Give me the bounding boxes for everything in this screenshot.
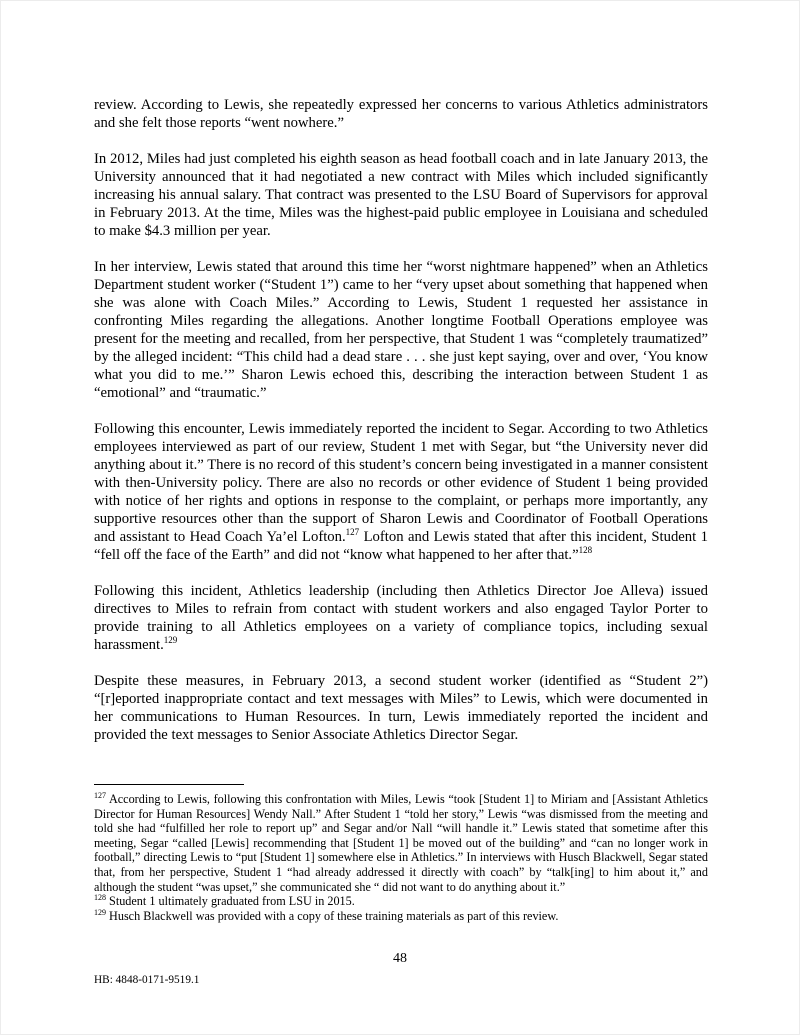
paragraph-3-text: In her interview, Lewis stated that around this time her “worst nightmare happened” when an Athletics Department student worker (“Student 1”) came to her “very upset about something that happened when she was alone with Coach Miles.” According to Lewis, Student 1 requested her assistance in confronting Miles regarding the allegations. Another longtime Football Operations employee was present for the meeting and recalled, from her perspective, that Student 1 was “completely traumatized” by the alleged incident: “This child had a dead stare . . . she just kept saying, over and over, ‘You know what you did to me.’” Sharon Lewis echoed this, describing the interaction between Student 1 as “emotional” and “traumatic.” xyxy=(94,259,708,401)
paragraph-2-text: In 2012, Miles had just completed his eighth season as head football coach and in late January 2013, the University announced that it had negotiated a new contract with Miles which included significantly increasing his annual salary. That contract was presented to the LSU Board of Supervisors for approval in February 2013. At the time, Miles was the highest-paid public employee in Louisiana and scheduled to make $4.3 million per year. xyxy=(94,151,708,239)
footnote-section xyxy=(94,784,708,923)
footnote-128-number: 128 xyxy=(94,893,106,903)
paragraph-2 xyxy=(94,150,708,240)
page-number: 48 xyxy=(393,951,407,966)
footnote-127-number: 127 xyxy=(94,790,106,800)
footnote-129-number: 129 xyxy=(94,907,106,917)
footnote-127-text: According to Lewis, following this confrontation with Miles, Lewis “took [Student 1] to Miriam and [Assistant Athletics Director for Human Resources] Wendy Nall.” After Student 1 “told her story,” Lewis “was dismissed from the meeting and told she had “fulfilled her role to report up” and Segar and/or Nall “will handle it.” Lewis stated that sometime after this meeting, Segar “called [Lewis] recommending that [Student 1] be moved out of the building” and “can no longer work in football,” directing Lewis to “put [Student 1] somewhere else in Athletics.” In interviews with Husch Blackwell, Segar stated that, from her perspective, Student 1 “had already addressed it directly with coach” by “talk[ing] to him about it,” and although the student “was upset,” she communicated she “ did not want to do anything about it.” xyxy=(94,792,708,894)
footnote-129-text: Husch Blackwell was provided with a copy of these training materials as part of this review. xyxy=(109,908,559,923)
paragraph-6 xyxy=(94,672,708,744)
paragraph-4 xyxy=(94,420,708,564)
footnote-ref-128: 128 xyxy=(578,545,593,556)
paragraph-4-text: Following this encounter, Lewis immediately reported the incident to Segar. According to two Athletics employees interviewed as part of our review, Student 1 met with Segar, but “the University never did anything about it.” There is no record of this student’s concern being investigated in a manner consistent with then-University policy. There are also no records or other evidence of Student 1 being provided with notice of her rights and options in response to the complaint, or perhaps more importantly, any supportive resources other than the support of Sharon Lewis and Coordinator of Football Operations and assistant to Head Coach Ya’el Lofton. xyxy=(94,421,708,545)
footnote-129 xyxy=(94,909,708,924)
body-text xyxy=(94,96,708,762)
paragraph-1 xyxy=(94,96,708,132)
footnote-separator xyxy=(94,784,244,785)
footnote-ref-127: 127 xyxy=(345,527,360,538)
paragraph-5 xyxy=(94,582,708,654)
footnote-127 xyxy=(94,792,708,894)
document-id: HB: 4848-0171-9519.1 xyxy=(94,974,200,986)
paragraph-6-text: Despite these measures, in February 2013, a second student worker (identified as “Student 2”) “[r]eported inappropriate contact and text messages with Miles” to Lewis, which were documented in her communications to Human Resources. In turn, Lewis immediately reported the incident and provided the text messages to Senior Associate Athletics Director Segar. xyxy=(94,673,708,743)
paragraph-4-text-continued: Lofton and Lewis stated that after this incident, Student 1 “fell off the face of the Earth” and did not “know what happened to her after that.” xyxy=(94,529,708,563)
footnote-128 xyxy=(94,894,708,909)
paragraph-1-text: review. According to Lewis, she repeatedly expressed her concerns to various Athletics administrators and she felt those reports “went nowhere.” xyxy=(94,97,708,131)
footnote-ref-129: 129 xyxy=(163,635,178,646)
paragraph-3 xyxy=(94,258,708,402)
footnote-128-text: Student 1 ultimately graduated from LSU in 2015. xyxy=(109,894,355,909)
paragraph-5-text: Following this incident, Athletics leadership (including then Athletics Director Joe Alleva) issued directives to Miles to refrain from contact with student workers and also engaged Taylor Porter to provide training to all Athletics employees on a variety of compliance topics, including sexual harassment. xyxy=(94,583,708,653)
